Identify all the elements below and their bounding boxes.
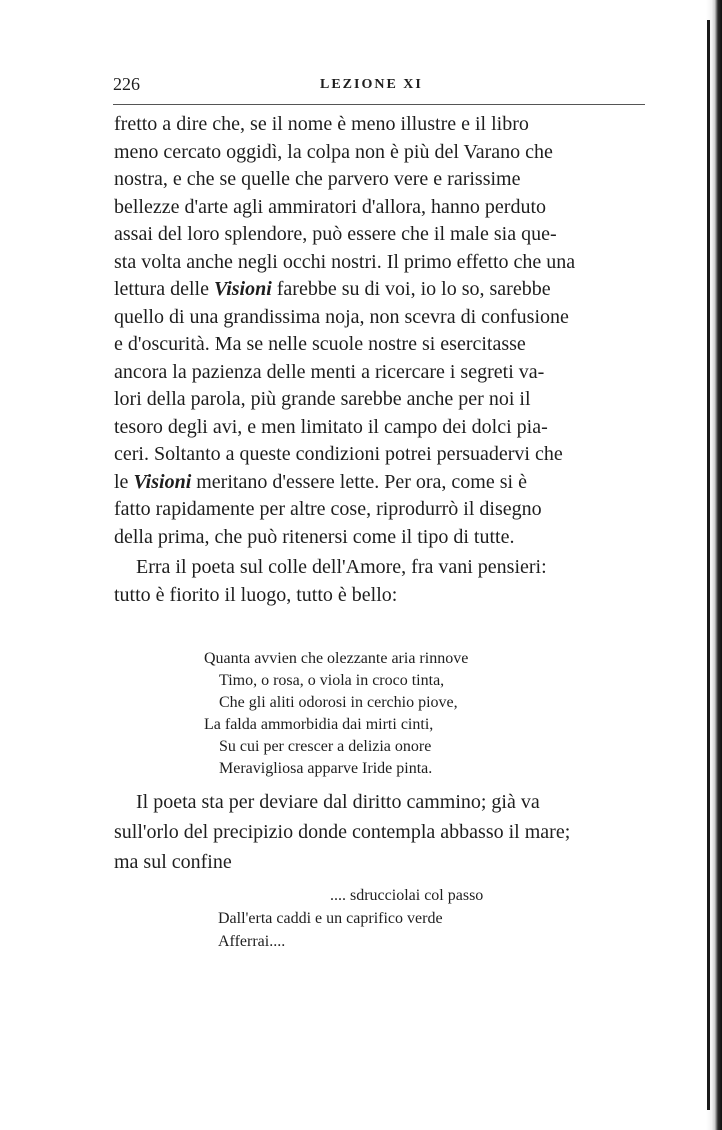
verse-line: Che gli aliti odorosi in cerchio piove, bbox=[219, 694, 458, 711]
text-line: Il poeta sta per deviare dal diritto cammino; già va bbox=[136, 791, 540, 813]
verse-line: Su cui per crescer a delizia onore bbox=[219, 738, 432, 755]
verse-quote-2 bbox=[218, 884, 483, 953]
text-line: assai del loro splendore, può essere che il male sia que- bbox=[114, 223, 557, 245]
text-line: Erra il poeta sul colle dell'Amore, fra vani pensieri: bbox=[136, 556, 547, 578]
running-title: LEZIONE XI bbox=[320, 77, 423, 92]
verse-line: Dall'erta caddi e un caprifico verde bbox=[218, 910, 443, 927]
title-visioni: Visioni bbox=[133, 470, 192, 493]
text-line: nostra, e che se quelle che parvero vere e rarissime bbox=[114, 168, 521, 190]
verse-line: .... sdrucciolai col passo bbox=[330, 887, 484, 904]
text-line: della prima, che può ritenersi come il tipo di tutte. bbox=[114, 525, 515, 548]
text-line: meno cercato oggidì, la colpa non è più del Varano che bbox=[114, 140, 553, 163]
text-line: bellezze d'arte agli ammiratori d'allora, hanno perduto bbox=[114, 195, 547, 218]
text-line: ma sul confine bbox=[114, 851, 232, 873]
text-line: fretto a dire che, se il nome è meno illustre e il libro bbox=[114, 113, 529, 135]
text-line: lori della parola, più grande sarebbe anche per noi il bbox=[114, 388, 531, 410]
page-number: 226 bbox=[113, 74, 140, 94]
header-rule bbox=[113, 104, 645, 105]
paragraph-1 bbox=[114, 111, 654, 609]
text-line: sta volta anche negli occhi nostri. Il primo effetto che una bbox=[114, 250, 576, 273]
text-line: tesoro degli avi, e men limitato il campo dei dolci pia- bbox=[114, 415, 548, 438]
verse-line: Meravigliosa apparve Iride pinta. bbox=[219, 760, 433, 777]
verse-line: La falda ammorbidia dai mirti cinti, bbox=[204, 716, 434, 733]
verse-line: Quanta avvien che olezzante aria rinnove bbox=[204, 650, 469, 667]
text-line: tutto è fiorito il luogo, tutto è bello: bbox=[114, 583, 398, 606]
text-line: sull'orlo del precipizio donde contempla abbasso il mare; bbox=[114, 821, 571, 843]
verse-quote-1 bbox=[204, 648, 468, 780]
text-line: ceri. Soltanto a queste condizioni potrei persuadervi che bbox=[114, 443, 563, 465]
paragraph-3 bbox=[114, 787, 652, 877]
text-line: ancora la pazienza delle menti a ricercare i segreti va- bbox=[114, 360, 545, 383]
text-line: quello di una grandissima noja, non scevra di confusione bbox=[114, 305, 569, 328]
text-line: fatto rapidamente per altre cose, riprodurrò il disegno bbox=[114, 498, 542, 520]
page-binding-edge bbox=[707, 20, 710, 1110]
page-header bbox=[110, 70, 648, 104]
title-visioni: Visioni bbox=[213, 278, 272, 300]
verse-line: Timo, o rosa, o viola in croco tinta, bbox=[219, 672, 445, 689]
text-line: e d'oscurità. Ma se nelle scuole nostre si esercitasse bbox=[114, 333, 526, 355]
text-line: le Visioni meritano d'essere lette. Per ora, come si è bbox=[114, 470, 527, 493]
verse-line: Afferrai.... bbox=[218, 933, 286, 950]
text-line: lettura delle Visioni farebbe su di voi, io lo so, sarebbe bbox=[114, 278, 551, 300]
